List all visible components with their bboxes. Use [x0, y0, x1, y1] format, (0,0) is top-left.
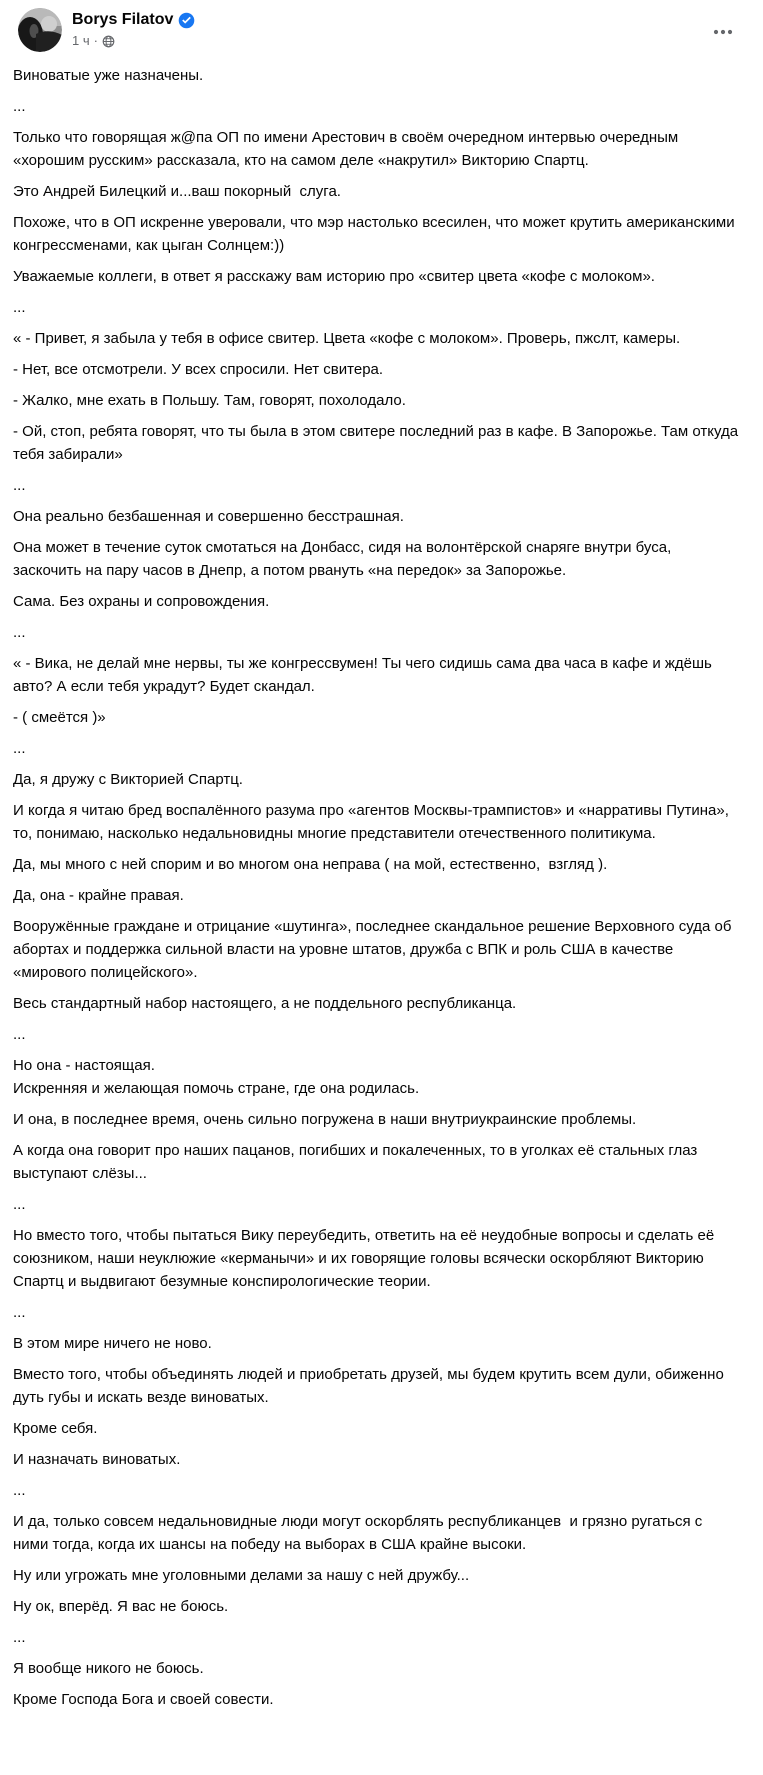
timestamp[interactable]: 1 ч: [72, 33, 90, 48]
post-paragraph: ...: [13, 1026, 26, 1043]
post-paragraph: ...: [13, 624, 26, 641]
post-paragraph: Но вместо того, чтобы пытаться Вику переубедить, ответить на её неудобные вопросы и сделать её союзником, наши неуклюжие «керманычи» и их говорящие головы всячески оскорбляют Викторию Спартц и выдвигают безумные конспирологические теории.: [13, 1227, 719, 1290]
globe-privacy-icon: [102, 35, 115, 48]
post-paragraph: ...: [13, 98, 26, 115]
post-paragraph: Сама. Без охраны и сопровождения.: [13, 593, 270, 610]
post-paragraph: Ну ок, вперёд. Я вас не боюсь.: [13, 1598, 229, 1615]
post-paragraph: Ну или угрожать мне уголовными делами за нашу с ней дружбу...: [13, 1567, 470, 1584]
avatar-photo: [18, 8, 62, 52]
post-paragraph: - ( смеётся )»: [13, 709, 106, 726]
post-paragraph: Да, мы много с ней спорим и во многом она неправа ( на мой, естественно, взгляд ).: [13, 856, 608, 873]
post-text: [0, 58, 763, 1711]
post-paragraph: ...: [13, 299, 26, 316]
post-paragraph: Она может в течение суток смотаться на Донбасс, сидя на волонтёрской снаряге внутри буса, заскочить на пару часов в Днепр, а потом рвануть «на передок» за Запорожье.: [13, 539, 676, 579]
post-paragraph: ...: [13, 1304, 26, 1321]
post-paragraph: Вооружённые граждане и отрицание «шутинга», последнее скандальное решение Верховного суда об абортах и поддержка сильной власти на уровне штатов, дружба с ВПК и роль США в качестве «мирового полицейского».: [13, 918, 736, 981]
post-paragraph: В этом мире ничего не ново.: [13, 1335, 212, 1352]
post-paragraph: Это Андрей Билецкий и...ваш покорный слуга.: [13, 183, 341, 200]
post-paragraph: Кроме себя.: [13, 1420, 98, 1437]
post-paragraph: Похоже, что в ОП искренне уверовали, что мэр настолько всесилен, что может крутить американскими конгрессменами, как цыган Солнцем:)): [13, 214, 739, 254]
post-paragraph: ...: [13, 477, 26, 494]
post-paragraph: Она реально безбашенная и совершенно бесстрашная.: [13, 508, 404, 525]
post-paragraph: « - Привет, я забыла у тебя в офисе свитер. Цвета «кофе с молоком». Проверь, пжслт, камеры.: [13, 330, 681, 347]
avatar[interactable]: [18, 8, 62, 52]
post-paragraph: А когда она говорит про наших пацанов, погибших и покалеченных, то в уголках её стальных глаз выступают слёзы...: [13, 1142, 702, 1182]
post-paragraph: И когда я читаю бред воспалённого разума про «агентов Москвы-трампистов» и «нарративы Путина», то, понимаю, насколько недальновидны многие представители отечественного политикума.: [13, 802, 734, 842]
post-paragraph: Да, она - крайне правая.: [13, 887, 184, 904]
post-paragraph: ...: [13, 1482, 26, 1499]
post-paragraph: Только что говорящая ж@па ОП по имени Арестович в своём очередном интервью очередным «хорошим русским» рассказала, кто на самом деле «накрутил» Викторию Спартц.: [13, 129, 683, 169]
post-paragraph: - Нет, все отсмотрели. У всех спросили. Нет свитера.: [13, 361, 384, 378]
post-paragraph: Виноватые уже назначены.: [13, 67, 204, 84]
author-name[interactable]: Borys Filatov: [72, 11, 174, 28]
meta-separator: ·: [93, 33, 98, 48]
post-paragraph: - Жалко, мне ехать в Польшу. Там, говорят, похолодало.: [13, 392, 406, 409]
post-header: [0, 0, 763, 58]
post-paragraph: Я вообще никого не боюсь.: [13, 1660, 204, 1677]
post-paragraph: ...: [13, 1629, 26, 1646]
post-paragraph: - Ой, стоп, ребята говорят, что ты была в этом свитере последний раз в кафе. В Запорожье. Там откуда тебя забирали»: [13, 423, 743, 463]
post-paragraph: ...: [13, 1196, 26, 1213]
verified-badge-icon: [178, 12, 195, 29]
post-paragraph: ...: [13, 740, 26, 757]
post-paragraph: И да, только совсем недальновидные люди могут оскорблять республиканцев и грязно ругаться с ними тогда, когда их шансы на победу на выборах в США крайне высоки.: [13, 1513, 707, 1553]
ellipsis-menu-icon: [712, 28, 734, 36]
post-meta-block: [72, 8, 195, 49]
post-options-button[interactable]: [709, 22, 737, 42]
post-paragraph: « - Вика, не делай мне нервы, ты же конгрессвумен! Ты чего сидишь сама два часа в кафе и ждёшь авто? А если тебя украдут? Будет скандал.: [13, 655, 717, 695]
post-paragraph: И она, в последнее время, очень сильно погружена в наши внутриукраинские проблемы.: [13, 1111, 637, 1128]
post-paragraph: И назначать виноватых.: [13, 1451, 181, 1468]
post-subline: [72, 33, 195, 49]
post-paragraph: Весь стандартный набор настоящего, а не поддельного республиканца.: [13, 995, 517, 1012]
post-paragraph: Вместо того, чтобы объединять людей и приобретать друзей, мы будем крутить всем дули, обиженно дуть губы и искать везде виноватых.: [13, 1366, 728, 1406]
post-paragraph: Уважаемые коллеги, в ответ я расскажу вам историю про «свитер цвета «кофе с молоком».: [13, 268, 655, 285]
post-paragraph: Но она - настоящая. Искренняя и желающая помочь стране, где она родилась.: [13, 1057, 420, 1097]
post-paragraph: Кроме Господа Бога и своей совести.: [13, 1691, 274, 1708]
post-paragraph: Да, я дружу с Викторией Спартц.: [13, 771, 243, 788]
